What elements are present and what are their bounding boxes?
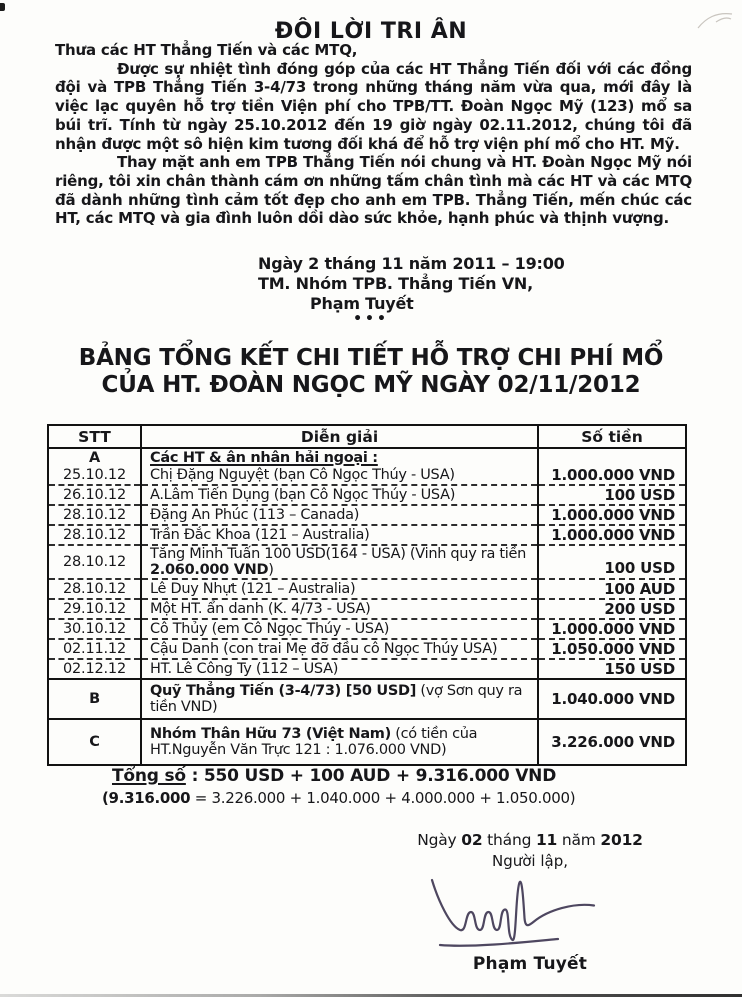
- letter-signer-name: Phạm Tuyết: [310, 294, 414, 313]
- cell-description: [141, 505, 538, 525]
- text-segment: (có tiền của HT.Nguyễn Văn Trực 121 : 1.076.000 VND): [150, 726, 478, 758]
- text-segment: HT. Lê Công Ty (112 – USA): [150, 661, 339, 677]
- table-row: [48, 679, 686, 719]
- cell-amount: 200 USD: [538, 599, 686, 619]
- cell-description: [141, 599, 538, 619]
- cell-description: [141, 525, 538, 545]
- cell-amount: 3.226.000 VND: [551, 733, 675, 751]
- letter-salutation: Thưa các HT Thẳng Tiến và các MTQ,: [55, 41, 358, 59]
- column-header-so-tien: Số tiền: [538, 425, 686, 448]
- cell-amount: 150 USD: [538, 659, 686, 679]
- cell-stt: 25.10.12: [48, 466, 141, 485]
- footer-date: [398, 831, 662, 849]
- text-segment: A.Lâm Tiến Dụng (bạn Cô Ngọc Thúy - USA): [150, 487, 456, 503]
- letter-title: ĐÔI LỜI TRI ÂN: [274, 19, 468, 44]
- table-row: [48, 619, 686, 639]
- text-segment: Lê Duy Nhựt (121 – Australia): [150, 581, 356, 597]
- letter-body: [55, 41, 692, 228]
- cell-description: [141, 679, 538, 719]
- text-segment: 2.060.000 VND: [150, 562, 269, 578]
- cell-description: [141, 545, 538, 579]
- cell-description: [141, 485, 538, 505]
- cell-description: [141, 466, 538, 485]
- cell-stt: C: [48, 719, 141, 765]
- table-row: [48, 505, 686, 525]
- text-segment: ): [268, 562, 274, 578]
- text-segment: Cô Thủy (em Cô Ngọc Thúy - USA): [150, 621, 390, 637]
- cell-stt: 30.10.12: [48, 619, 141, 639]
- text-segment: tháng: [482, 831, 536, 849]
- signature: [424, 874, 604, 952]
- cell-stt: B: [48, 679, 141, 719]
- footer-made-by: Người lập,: [491, 852, 568, 870]
- cell-amount: 1.050.000 VND: [538, 639, 686, 659]
- table-row: [48, 466, 686, 485]
- cell-stt: 26.10.12: [48, 485, 141, 505]
- cell-stt: 02.12.12: [48, 659, 141, 679]
- footer-signer-name: Phạm Tuyết: [472, 954, 588, 974]
- cell-stt: 28.10.12: [48, 525, 141, 545]
- cell-amount: 100 AUD: [538, 579, 686, 599]
- cell-description: [141, 659, 538, 679]
- text-segment: năm: [557, 831, 601, 849]
- table-row: [48, 545, 686, 579]
- cell-stt: 28.10.12: [48, 545, 141, 579]
- summary-heading-line1: BẢNG TỔNG KẾT CHI TIẾT HỖ TRỢ CHI PHÍ MỔ: [78, 345, 664, 371]
- cell-description: [141, 639, 538, 659]
- cell-description: [141, 579, 538, 599]
- totals-block: [102, 766, 575, 807]
- letter-date-line: Ngày 2 tháng 11 năm 2011 – 19:00: [258, 254, 565, 273]
- table-row: [48, 525, 686, 545]
- text-segment: Cậu Danh (con trai Mẹ đỡ đầu cô Ngọc Thúy USA): [150, 641, 498, 657]
- cell-amount: 1.000.000 VND: [538, 619, 686, 639]
- cell-stt: A: [48, 448, 141, 466]
- total-detail-line: [102, 789, 575, 807]
- cell-amount: 1.000.000 VND: [538, 525, 686, 545]
- text-segment: Đặng An Phúc (113 – Canada): [150, 507, 360, 523]
- text-segment: : 550 USD + 100 AUD + 9.316.000 VND: [185, 766, 557, 786]
- table-row: [48, 599, 686, 619]
- cell-amount: [538, 448, 686, 466]
- cell-stt: 28.10.12: [48, 579, 141, 599]
- text-segment: Chị Đặng Nguyệt (bạn Cô Ngọc Thúy - USA): [150, 467, 455, 483]
- summary-heading: [0, 345, 742, 398]
- cell-amount: 1.000.000 VND: [538, 466, 686, 485]
- text-segment: Nhóm Thân Hữu 73 (Việt Nam): [150, 726, 391, 742]
- table-row: [48, 485, 686, 505]
- text-segment: 2012: [600, 831, 643, 849]
- letter-close-block: [258, 254, 565, 314]
- cell-description: [141, 719, 538, 765]
- table-row: [48, 579, 686, 599]
- table-header-row: [48, 425, 686, 448]
- letter-paragraph-1: Được sự nhiệt tình đóng góp của các HT Thẳng Tiến đối với các đồng đội và TPB Thẳng Tiến 3-4/73 trong những tháng năm vừa qua, mới đây là việc lạc quyên hỗ trợ tiền Viện phí cho TPB/TT. Đoàn Ngọc Mỹ (123) mổ sa búi trĩ. Tính từ ngày 25.10.2012 đến 19 giờ ngày 02.11.2012, chúng tôi đã nhận được một sô hiện kim tương đối khá để hỗ trợ viện phí mổ cho HT. Mỹ.: [55, 59, 692, 153]
- text-segment: Tổng số: [112, 766, 186, 786]
- text-segment: Một HT. ẩn danh (K. 4/73 - USA): [150, 601, 371, 617]
- column-header-stt: STT: [48, 425, 141, 448]
- cell-stt: 28.10.12: [48, 505, 141, 525]
- table-row: [48, 719, 686, 765]
- text-segment: 11: [535, 831, 558, 849]
- table-row: [48, 639, 686, 659]
- cell-description: [141, 619, 538, 639]
- text-segment: Ngày: [417, 831, 462, 849]
- text-segment: Các HT & ân nhân hải ngoại :: [150, 449, 378, 466]
- text-segment: Trần Đắc Khoa (121 – Australia): [150, 527, 370, 543]
- cell-stt: 29.10.12: [48, 599, 141, 619]
- cell-stt: 02.11.12: [48, 639, 141, 659]
- table-row: [48, 659, 686, 679]
- table-row: [48, 448, 686, 466]
- footer-block: [398, 831, 662, 974]
- cell-amount: 1.000.000 VND: [538, 505, 686, 525]
- letter-org-line: TM. Nhóm TPB. Thẳng Tiến VN,: [258, 274, 533, 293]
- summary-heading-line2: CỦA HT. ĐOÀN NGỌC MỸ NGÀY 02/11/2012: [101, 371, 641, 398]
- text-segment: Quỹ Thẳng Tiến (3-4/73) [50 USD]: [150, 683, 417, 699]
- cell-description: [141, 448, 538, 466]
- text-segment: = 3.226.000 + 1.040.000 + 4.000.000 + 1.050.000): [190, 789, 576, 807]
- text-segment: (9.316.000: [102, 789, 191, 807]
- column-header-dien-giai: Diễn giải: [141, 425, 538, 448]
- cell-amount: 1.040.000 VND: [538, 679, 686, 719]
- scan-artifact-left-edge: [0, 3, 5, 11]
- separator-dots: •••: [353, 311, 389, 327]
- cell-amount: 100 USD: [538, 485, 686, 505]
- letter-paragraph-2: Thay mặt anh em TPB Thẳng Tiến nói chung và HT. Đoàn Ngọc Mỹ nói riêng, tôi xin chân thành cám ơn những tấm chân tình mà các HT và các MTQ đã dành những tình cảm tốt đẹp cho anh em TPB. Thẳng Tiến, mến chúc các HT, các MTQ và gia đình luôn dồi dào sức khỏe, hạnh phúc và thịnh vượng.: [55, 153, 692, 228]
- text-segment: Tăng Minh Tuấn 100 USD(164 - USA) (Vinh quy ra tiền: [150, 546, 526, 562]
- text-segment: (vợ Sơn quy ra tiền VND): [150, 683, 523, 715]
- text-segment: 02: [461, 831, 483, 849]
- cell-amount: 100 USD: [538, 545, 686, 579]
- summary-table: [47, 424, 687, 766]
- total-line: [102, 766, 575, 786]
